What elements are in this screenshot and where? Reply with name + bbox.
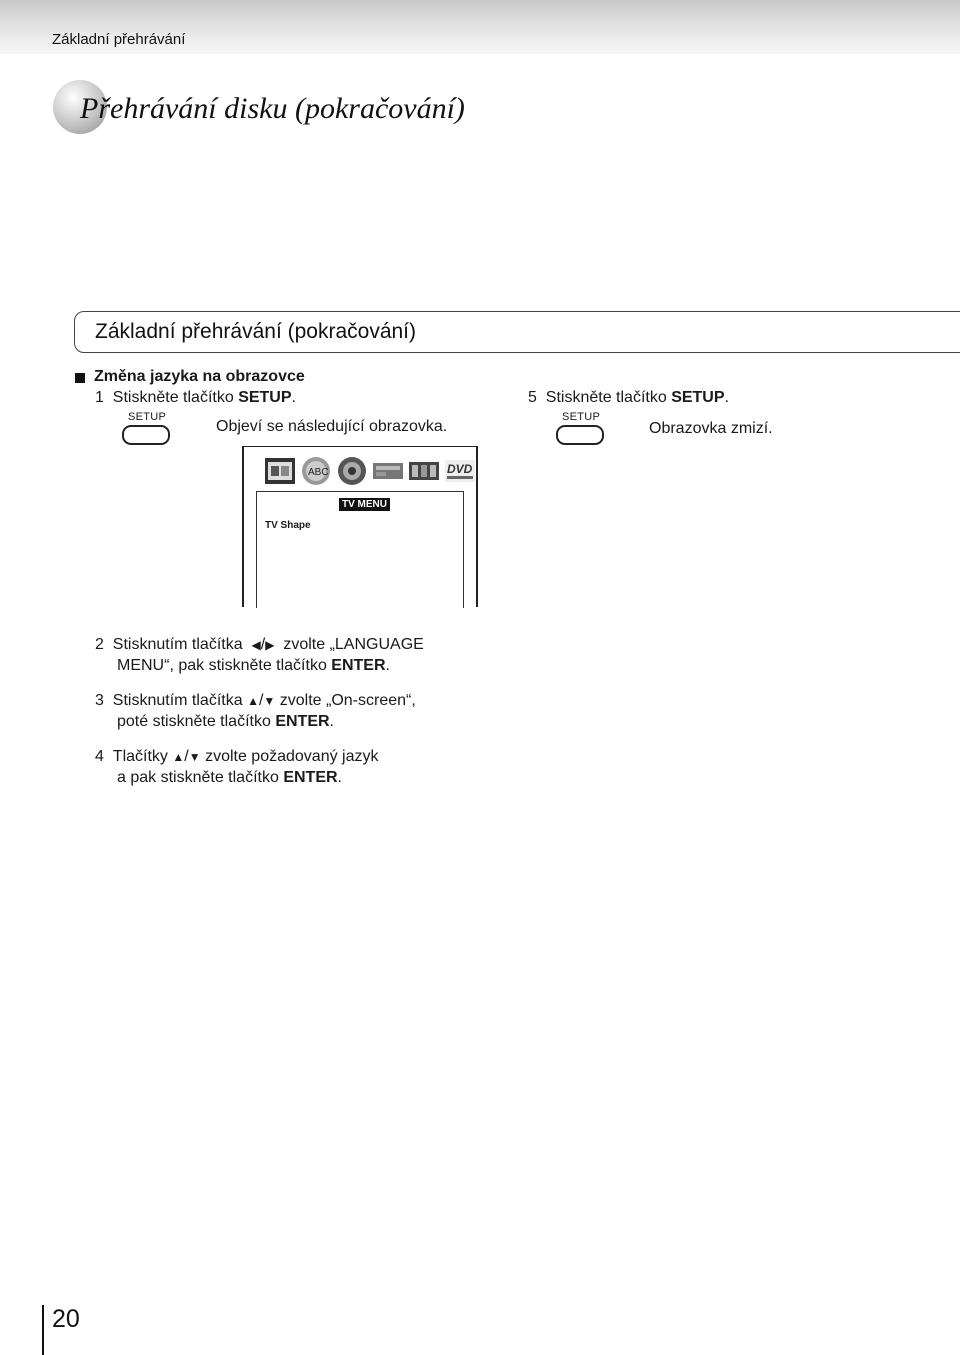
step-5-result: Obrazovka zmizí.: [649, 420, 773, 437]
step-text: a pak stiskněte tlačítko: [117, 769, 284, 786]
svg-text:ABC: ABC: [308, 467, 329, 478]
audio-icon: [336, 455, 368, 487]
section-title: Základní přehrávání (pokračování): [95, 320, 416, 343]
step-text: poté stiskněte tlačítko: [117, 713, 276, 730]
slash: /: [260, 636, 266, 653]
up-arrow-icon: ▲: [172, 750, 185, 764]
step-number: 5: [528, 389, 537, 406]
key-name: ENTER: [331, 657, 386, 674]
setup-key-icon: [122, 425, 170, 445]
step-2: [95, 636, 424, 654]
dvd-icon: [444, 455, 476, 487]
step-tail: .: [385, 657, 390, 674]
step-1: [95, 389, 296, 407]
tv-menu-tab[interactable]: TV MENU: [339, 498, 390, 511]
osd-screen: [242, 446, 478, 607]
step-3-line2: [117, 713, 334, 731]
bullet-icon: [75, 373, 85, 383]
tv-shape-item[interactable]: TV Shape: [265, 520, 311, 531]
step-text: Stisknutím tlačítka: [112, 692, 243, 709]
step-number: 1: [95, 389, 104, 406]
step-text: MENU“, pak stiskněte tlačítko: [117, 657, 332, 674]
step-text: Tlačítky: [112, 748, 168, 765]
settings-icon: [408, 455, 440, 487]
setup-button[interactable]: [556, 411, 606, 447]
setup-button-label: SETUP: [562, 411, 601, 423]
tv-shape-icon: [264, 455, 296, 487]
breadcrumb: Základní přehrávání: [52, 31, 186, 48]
step-number: 2: [95, 636, 104, 653]
step-text-b: zvolte „LANGUAGE: [283, 636, 424, 653]
step-4: [95, 748, 379, 766]
step-number: 4: [95, 748, 104, 765]
slash: /: [184, 748, 189, 765]
page-number-bar: [42, 1305, 44, 1355]
key-name: ENTER: [283, 769, 338, 786]
language-icon: [300, 455, 332, 487]
step-3: [95, 692, 416, 710]
down-arrow-icon: ▼: [263, 694, 276, 708]
header-bar: [0, 0, 960, 54]
step-tail: .: [337, 769, 342, 786]
setup-button[interactable]: [122, 411, 172, 447]
step-2-line2: [117, 657, 390, 675]
step-5: [528, 389, 729, 407]
key-name: SETUP: [671, 389, 725, 406]
video-icon: [372, 455, 404, 487]
step-tail: .: [291, 389, 296, 406]
setup-button-label: SETUP: [128, 411, 167, 423]
svg-text:DVD: DVD: [447, 462, 473, 476]
key-name: SETUP: [238, 389, 292, 406]
setup-key-icon: [556, 425, 604, 445]
step-tail: .: [724, 389, 729, 406]
up-arrow-icon: ▲: [247, 694, 259, 708]
step-text: Stiskněte tlačítko: [112, 389, 239, 406]
step-text-b: zvolte požadovaný jazyk: [205, 748, 379, 765]
left-arrow-icon: ◀: [251, 638, 261, 652]
right-arrow-icon: ▶: [265, 638, 275, 652]
step-text: Stiskněte tlačítko: [545, 389, 672, 406]
step-text-b: zvolte „On-screen“,: [279, 692, 416, 709]
step-tail: .: [329, 713, 334, 730]
osd-icon-row: [264, 455, 476, 489]
down-arrow-icon: ▼: [188, 750, 201, 764]
page-title: Přehrávání disku (pokračování): [80, 92, 465, 125]
slash: /: [258, 692, 264, 709]
key-name: ENTER: [275, 713, 330, 730]
step-1-result: Objeví se následující obrazovka.: [216, 418, 448, 435]
osd-menu-panel: [256, 491, 464, 608]
step-number: 3: [95, 692, 104, 709]
subsection-title: Změna jazyka na obrazovce: [94, 368, 305, 385]
step-4-line2: [117, 769, 342, 787]
step-text: Stisknutím tlačítka: [112, 636, 243, 653]
page-number: 20: [52, 1305, 80, 1333]
